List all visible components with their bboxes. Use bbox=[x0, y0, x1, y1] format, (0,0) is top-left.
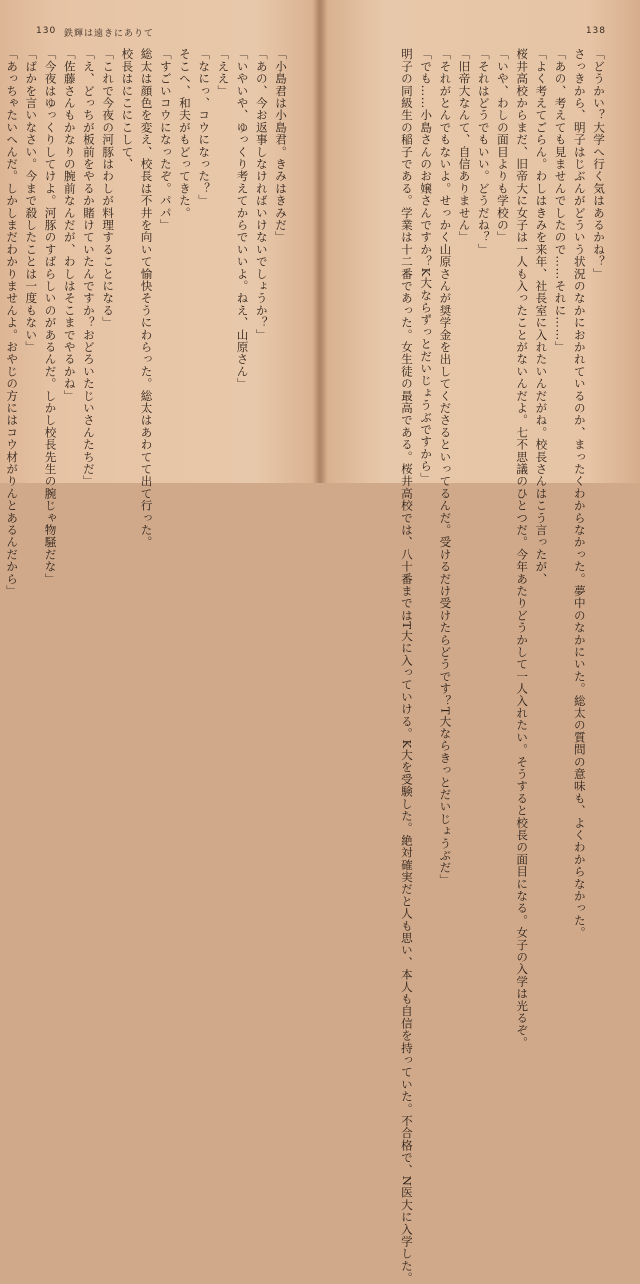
text-line: 「でも……小島さんのお嬢さんですか？K大ならずっとだいじょうぶですから」 bbox=[419, 48, 434, 485]
text-line: 「なにっ、コウになった？」 bbox=[197, 48, 212, 207]
text-line: 桜井高校からまだ、旧帝大に女子は一人も入ったことがないんだよ。七不思議のひとつだ。今年あたりどうかして一人入れたい。そうすると校長の面目になる。女子の入学は光るぞ。 bbox=[515, 48, 530, 1049]
text-line: 「あの、今お返事しなければいけないでしょうか？」 bbox=[254, 48, 269, 341]
text-line: 「え、どっちが板前をやるか賭けていたんですか？おどろいたじいさんたちだ」 bbox=[81, 48, 96, 488]
right-page-text bbox=[336, 48, 608, 1284]
text-line: 総太は顔色を変え、校長は不井を向いて愉快そうにわらった。総太はあわてて出て行った。 bbox=[139, 48, 154, 549]
text-line: 「あの、考えても見ませんでしたので……それに……」 bbox=[553, 48, 568, 353]
text-line: 「小島君は小島君。きみはきみだ」 bbox=[274, 48, 288, 244]
text-line: 「それはどうでもいい。どうだね？」 bbox=[476, 48, 491, 256]
text-line: 「いやいや、ゆっくり考えてからでいいよ。ねえ、山原さん」 bbox=[235, 48, 250, 390]
text-line: 「あっちゃたいへんだ。しかしまだわかりませんよ。おやじの方にはコウ材がりんとあるんだから」 bbox=[5, 48, 20, 597]
text-line: 「これで今夜の河豚はわしが料理することになる」 bbox=[101, 48, 116, 329]
text-line: 「どうかい？大学へ行く気はあるかね？」 bbox=[592, 48, 606, 280]
left-page-number: 130 bbox=[36, 26, 57, 36]
text-line: 「よく考えてごらん。わしはきみを来年、社長室に入れたいんだがね。校長さんはこう言ったが、 bbox=[534, 48, 549, 585]
right-page-number: 138 bbox=[585, 26, 606, 36]
text-line: 「いや、わしの面目よりも学校の」 bbox=[495, 48, 510, 244]
text-line: 「旧帝大なんて、自信ありません」 bbox=[457, 48, 472, 244]
text-line: 校長はにこにこして、 bbox=[120, 48, 135, 170]
running-title: 鉄輝は遠きにありて bbox=[64, 29, 155, 39]
text-line: 「ばかを言いなさい。今まで殺したことは一度もない」 bbox=[24, 48, 39, 353]
text-line: 「今夜はゆっくりしてけよ。河豚のすばらしいのがあるんだ。しかし校長先生の腕じゃ物騒だな」 bbox=[43, 48, 58, 585]
left-page-text bbox=[5, 48, 290, 597]
text-line: 「ええ」 bbox=[216, 48, 231, 97]
text-line: 「佐藤さんもかなりの腕前なんだが、わしはそこまでやるかね」 bbox=[62, 48, 77, 402]
text-line: 「すごいコウになったぞ。パパ」 bbox=[158, 48, 173, 231]
text-line: さっきから、明子はじぶんがどういう状況のなかにおかれているのか、まったくわからなかった。夢中のなかにいた。総太の質問の意味も、よくわからなかった。 bbox=[572, 48, 587, 939]
text-line: 明子の同級生の稲子である。学業は十二番であった。女生徒の最高である。桜井高校では、八十番まではT大に入っていける。K大を受験した。絶対確実だと人も思い、本人も自信を持っていた。不合格で、N医大に入学した。 bbox=[399, 48, 414, 1284]
left-page bbox=[0, 0, 316, 597]
right-page bbox=[324, 0, 640, 1284]
text-line: 「それがとんでもないよ。せっかく山原さんが奨学金を出してくださるといってるんだ。受けるだけ受けたらどうです？T大ならきっとだいじょうぶだ」 bbox=[438, 48, 453, 886]
text-line: そこへ、和夫がもどってきた。 bbox=[177, 48, 192, 219]
